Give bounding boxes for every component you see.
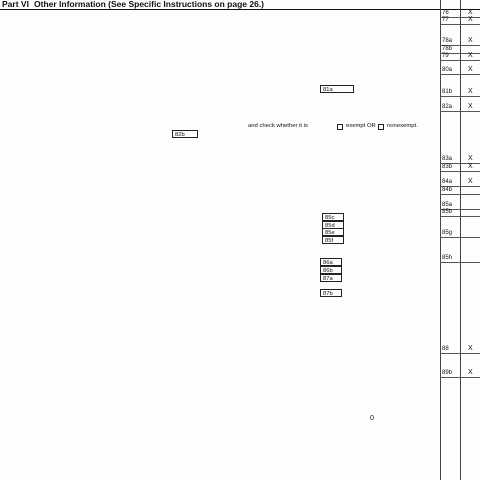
answer-code: 88 (442, 346, 449, 352)
answer-rule (440, 194, 480, 195)
answer-code: 76 (442, 10, 449, 16)
yes-no-divider (460, 0, 461, 480)
answer-rule (440, 96, 480, 97)
part-title: Other Information (See Specific Instructions on page 26.) (34, 0, 265, 9)
exempt-label: exempt OR (346, 123, 376, 129)
answer-rule (440, 171, 480, 172)
no-checkmark[interactable]: X (468, 345, 473, 352)
no-checkmark[interactable]: X (468, 155, 473, 162)
answer-code: 77 (442, 17, 449, 23)
no-checkmark[interactable]: X (468, 16, 473, 23)
exempt-checkbox[interactable] (337, 124, 343, 130)
amount-box[interactable]: 85e (322, 228, 344, 236)
part-label: Part VI (2, 0, 29, 9)
section-4955-value: 0 (370, 415, 374, 422)
answer-code: 85a (442, 202, 453, 208)
answer-rule (440, 262, 480, 263)
and-check-label: and check whether it is (248, 123, 308, 129)
amount-box[interactable]: 87a (320, 274, 342, 282)
answer-rule (440, 377, 480, 378)
answer-rule (440, 60, 480, 61)
no-checkmark[interactable]: X (468, 52, 473, 59)
amount-box[interactable]: 85f (322, 236, 344, 244)
amount-box[interactable]: 82b (172, 130, 198, 138)
answer-code: 85g (442, 230, 453, 236)
part-header (0, 0, 480, 10)
amount-box[interactable]: 85c (322, 213, 344, 221)
answer-code: 79 (442, 53, 449, 59)
answer-code: 83b (442, 164, 453, 170)
answer-code: 84a (442, 179, 453, 185)
answer-rule (440, 353, 480, 354)
no-checkmark[interactable]: X (468, 88, 473, 95)
no-checkmark[interactable]: X (468, 163, 473, 170)
answer-rule (440, 216, 480, 217)
answer-code: 81b (442, 89, 453, 95)
answer-code: 80a (442, 67, 453, 73)
nonexempt-label: nonexempt. (387, 123, 418, 129)
amount-box[interactable]: 85d (322, 221, 344, 229)
answer-code: 78a (442, 38, 453, 44)
answer-rule (440, 237, 480, 238)
answer-code: 85b (442, 209, 453, 215)
no-checkmark[interactable]: X (468, 37, 473, 44)
nonexempt-checkbox[interactable] (378, 124, 384, 130)
column-divider (440, 0, 441, 480)
amount-box[interactable]: 86a (320, 258, 342, 266)
answer-rule (440, 111, 480, 112)
answer-code: 84b (442, 187, 453, 193)
answer-code: 85h (442, 255, 453, 261)
no-checkmark[interactable]: X (468, 103, 473, 110)
answer-rule (440, 74, 480, 75)
no-checkmark[interactable]: X (468, 369, 473, 376)
amount-box[interactable]: 86b (320, 266, 342, 274)
no-checkmark[interactable]: X (468, 9, 473, 16)
answer-code: 83a (442, 156, 453, 162)
amount-box[interactable]: 87b (320, 289, 342, 297)
answer-code: 89b (442, 370, 453, 376)
no-checkmark[interactable]: X (468, 178, 473, 185)
answer-rule (440, 24, 480, 25)
answer-code: 78b (442, 46, 453, 52)
answer-code: 82a (442, 104, 453, 110)
amount-box[interactable]: 81a (320, 85, 354, 93)
no-checkmark[interactable]: X (468, 66, 473, 73)
